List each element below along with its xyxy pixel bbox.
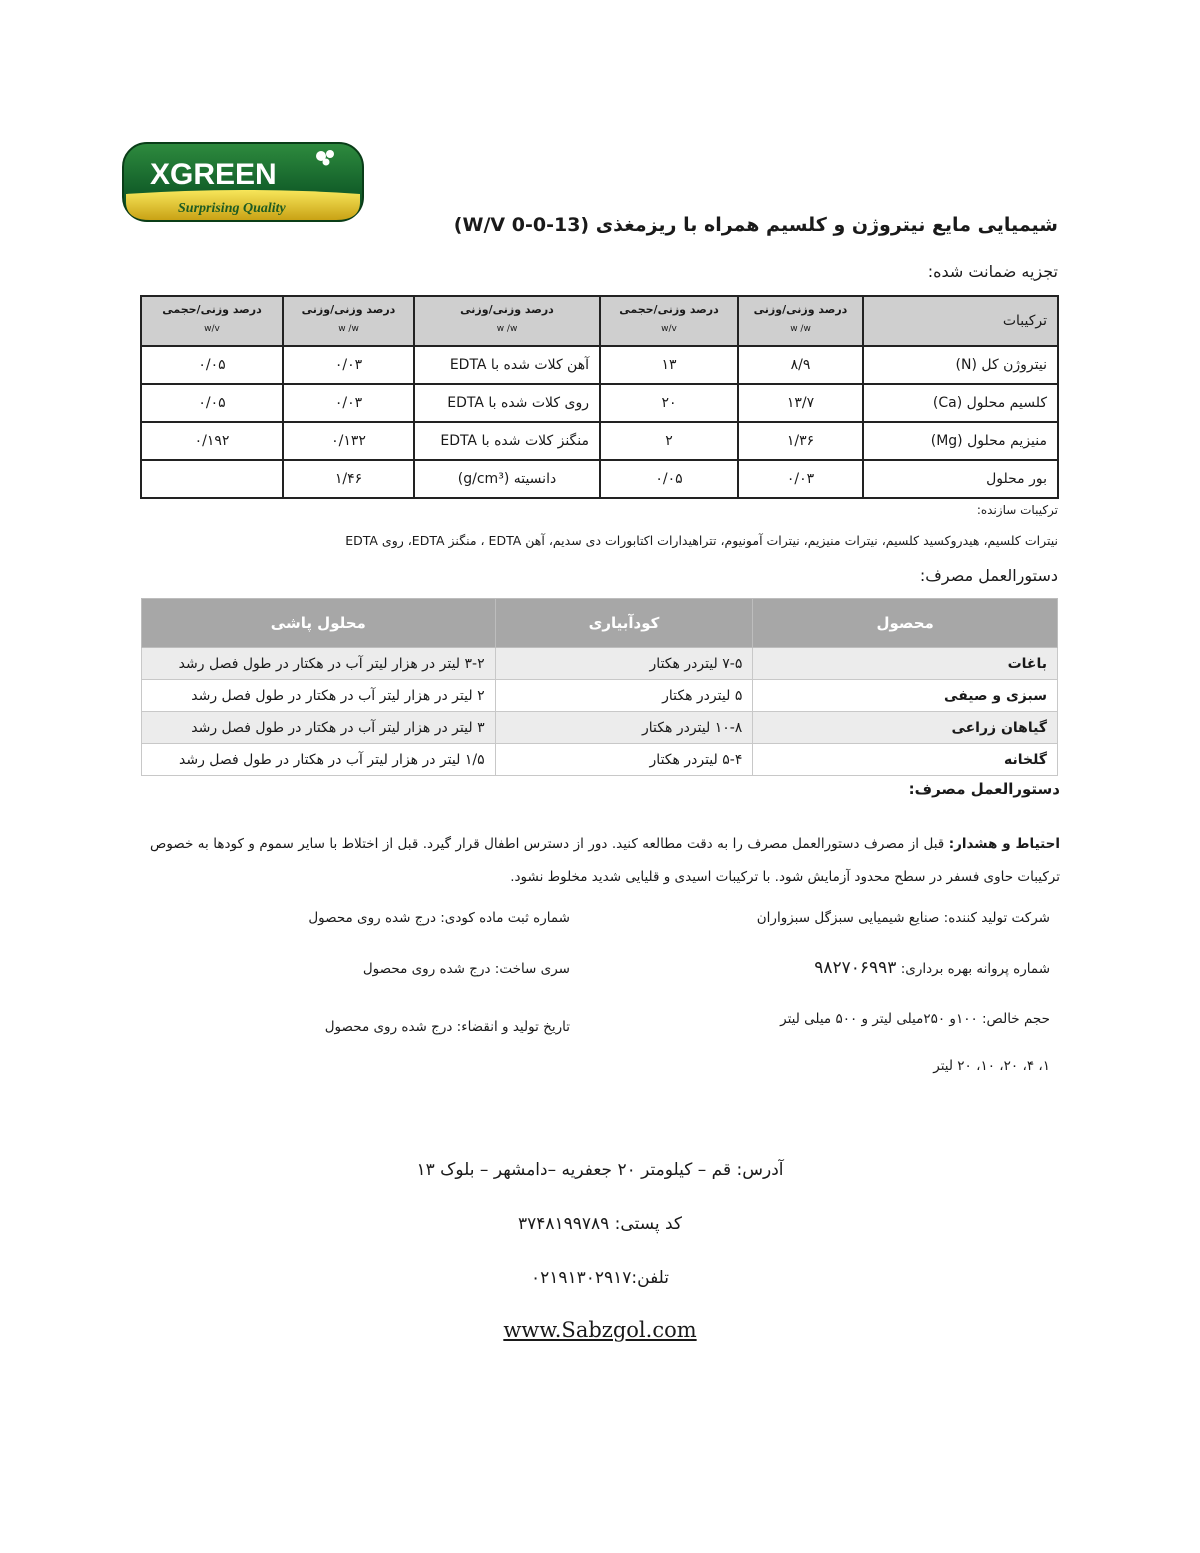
address: آدرس: قم – کیلومتر ۲۰ جعفریه –دامشهر – بلوک ۱۳: [416, 1160, 784, 1180]
table-row: [142, 648, 1058, 680]
table-cell: ۱/۴۶: [283, 460, 414, 498]
svg-text:Surprising Quality: Surprising Quality: [178, 201, 286, 216]
usage-heading: دستورالعمل مصرف:: [919, 566, 1058, 585]
table-cell: ۳-۲ لیتر در هزار لیتر آب در هکتار در طول فصل رشد: [142, 648, 496, 680]
header-cell: درصد وزنی/وزنی w /w: [414, 296, 600, 346]
table-cell: ۳ لیتر در هزار لیتر آب در هکتار در طول فصل رشد: [142, 712, 496, 744]
table-cell: ۰/۰۳: [738, 460, 863, 498]
table-row: [141, 422, 1058, 460]
table-cell: [141, 460, 283, 498]
table-cell: ۱۳/۷: [738, 384, 863, 422]
table-cell: ۰/۰۵: [141, 346, 283, 384]
table-row: [141, 460, 1058, 498]
table-cell: ۰/۰۳: [283, 346, 414, 384]
net-volume: حجم خالص: ۱۰۰و ۲۵۰میلی لیتر و ۵۰۰ میلی لیتر: [780, 1011, 1050, 1027]
product-title: شیمیایی مایع نیتروژن و کلسیم همراه با ریزمغذی (13-0-0 W/V): [453, 214, 1058, 236]
warning-paragraph: [150, 828, 1060, 894]
table-cell: منیزیم محلول (Mg): [863, 422, 1058, 460]
table-cell: سبزی و صیفی: [753, 680, 1058, 712]
table-cell: ۱۳: [600, 346, 738, 384]
batch: سری ساخت: درج شده روی محصول: [362, 961, 570, 977]
composition-text: نیترات کلسیم، هیدروکسید کلسیم، نیترات منیزیم، نیترات آمونیوم، تتراهیدارات اکتابورات دی سدیم، آهن EDTA ، منگنز EDTA، روی EDTA: [345, 533, 1058, 548]
table-row: [142, 712, 1058, 744]
table-row: [142, 744, 1058, 776]
header-cell: ترکیبات: [863, 296, 1058, 346]
table-cell: ۰/۰۳: [283, 384, 414, 422]
table-cell: ۰/۰۵: [141, 384, 283, 422]
analysis-table: [140, 295, 1059, 499]
table-cell: منگنز کلات شده با EDTA: [414, 422, 600, 460]
license: [814, 958, 1050, 978]
table-cell: ۱۰-۸ لیتردر هکتار: [495, 712, 753, 744]
table-cell: ۵ لیتردر هکتار: [495, 680, 753, 712]
license-number: ۹۸۲۷۰۶۹۹۳: [814, 958, 897, 978]
header-cell: محصول: [753, 599, 1058, 648]
table-row: [141, 346, 1058, 384]
table-cell: ۸/۹: [738, 346, 863, 384]
table-cell: گلخانه: [753, 744, 1058, 776]
table-cell: کلسیم محلول (Ca): [863, 384, 1058, 422]
table-cell: ۷-۵ لیتردر هکتار: [495, 648, 753, 680]
table-row: [141, 384, 1058, 422]
header-cell: درصد وزنی/حجمی w/v: [141, 296, 283, 346]
svg-text:XGREEN: XGREEN: [150, 158, 277, 191]
xgreen-logo: [122, 142, 364, 222]
table-row: [142, 680, 1058, 712]
table-cell: ۰/۱۹۲: [141, 422, 283, 460]
registration-number: شماره ثبت ماده کودی: درج شده روی محصول: [308, 910, 570, 926]
table-cell: ۰/۰۵: [600, 460, 738, 498]
table-cell: ۲ لیتر در هزار لیتر آب در هکتار در طول فصل رشد: [142, 680, 496, 712]
table-cell: گیاهان زراعی: [753, 712, 1058, 744]
header-cell: کودآبیاری: [495, 599, 753, 648]
phone: تلفن:۰۲۱۹۱۳۰۲۹۱۷: [530, 1268, 670, 1288]
usage-header-row: [142, 599, 1058, 648]
usage-heading-2: دستورالعمل مصرف:: [908, 780, 1060, 798]
table-cell: ۰/۱۳۲: [283, 422, 414, 460]
guarantee-heading: تجزیه ضمانت شده:: [927, 262, 1058, 281]
postal-code: کد پستی: ۳۷۴۸۱۹۹۷۸۹: [517, 1214, 683, 1234]
table-cell: ۵-۴ لیتردر هکتار: [495, 744, 753, 776]
header-cell: درصد وزنی/وزنی w /w: [283, 296, 414, 346]
manufacturer: شرکت تولید کننده: صنایع شیمیایی سبزگل سبزواران: [756, 910, 1050, 926]
analysis-header-row: [141, 296, 1058, 346]
table-cell: نیتروژن کل (N): [863, 346, 1058, 384]
table-cell: آهن کلات شده با EDTA: [414, 346, 600, 384]
header-cell: درصد وزنی/وزنی w /w: [738, 296, 863, 346]
table-cell: روی کلات شده با EDTA: [414, 384, 600, 422]
table-cell: بور محلول: [863, 460, 1058, 498]
table-cell: باغات: [753, 648, 1058, 680]
warning-text: قبل از مصرف دستورالعمل مصرف را به دقت مطالعه کنید. دور از دسترس اطفال قرار گیرد. قبل از اختلاط با سایر سموم و کودها به خصوص ترکیبات حاوی فسفر در سطح محدود آزمایش شود. با ترکیبات اسیدی و قلیایی شدید مخلوط نشود.: [150, 836, 1060, 885]
header-cell: محلول پاشی: [142, 599, 496, 648]
table-cell: ۱/۵ لیتر در هزار لیتر آب در هکتار در طول فصل رشد: [142, 744, 496, 776]
license-label: شماره پروانه بهره برداری:: [896, 961, 1050, 977]
table-cell: ۱/۳۶: [738, 422, 863, 460]
composition-heading: ترکیبات سازنده:: [976, 503, 1058, 517]
warning-label: احتیاط و هشدار:: [948, 836, 1060, 852]
usage-table: [141, 598, 1058, 776]
table-cell: دانسیته (g/cm³): [414, 460, 600, 498]
table-cell: ۲: [600, 422, 738, 460]
website-link[interactable]: www.Sabzgol.com: [503, 1318, 697, 1342]
net-volume-liters: ۱، ۴، ۲۰، ۱۰، ۲۰ لیتر: [933, 1058, 1050, 1074]
header-cell: درصد وزنی/حجمی w/v: [600, 296, 738, 346]
table-cell: ۲۰: [600, 384, 738, 422]
production-expiry-date: تاریخ تولید و انقضاء: درج شده روی محصول: [324, 1019, 570, 1035]
